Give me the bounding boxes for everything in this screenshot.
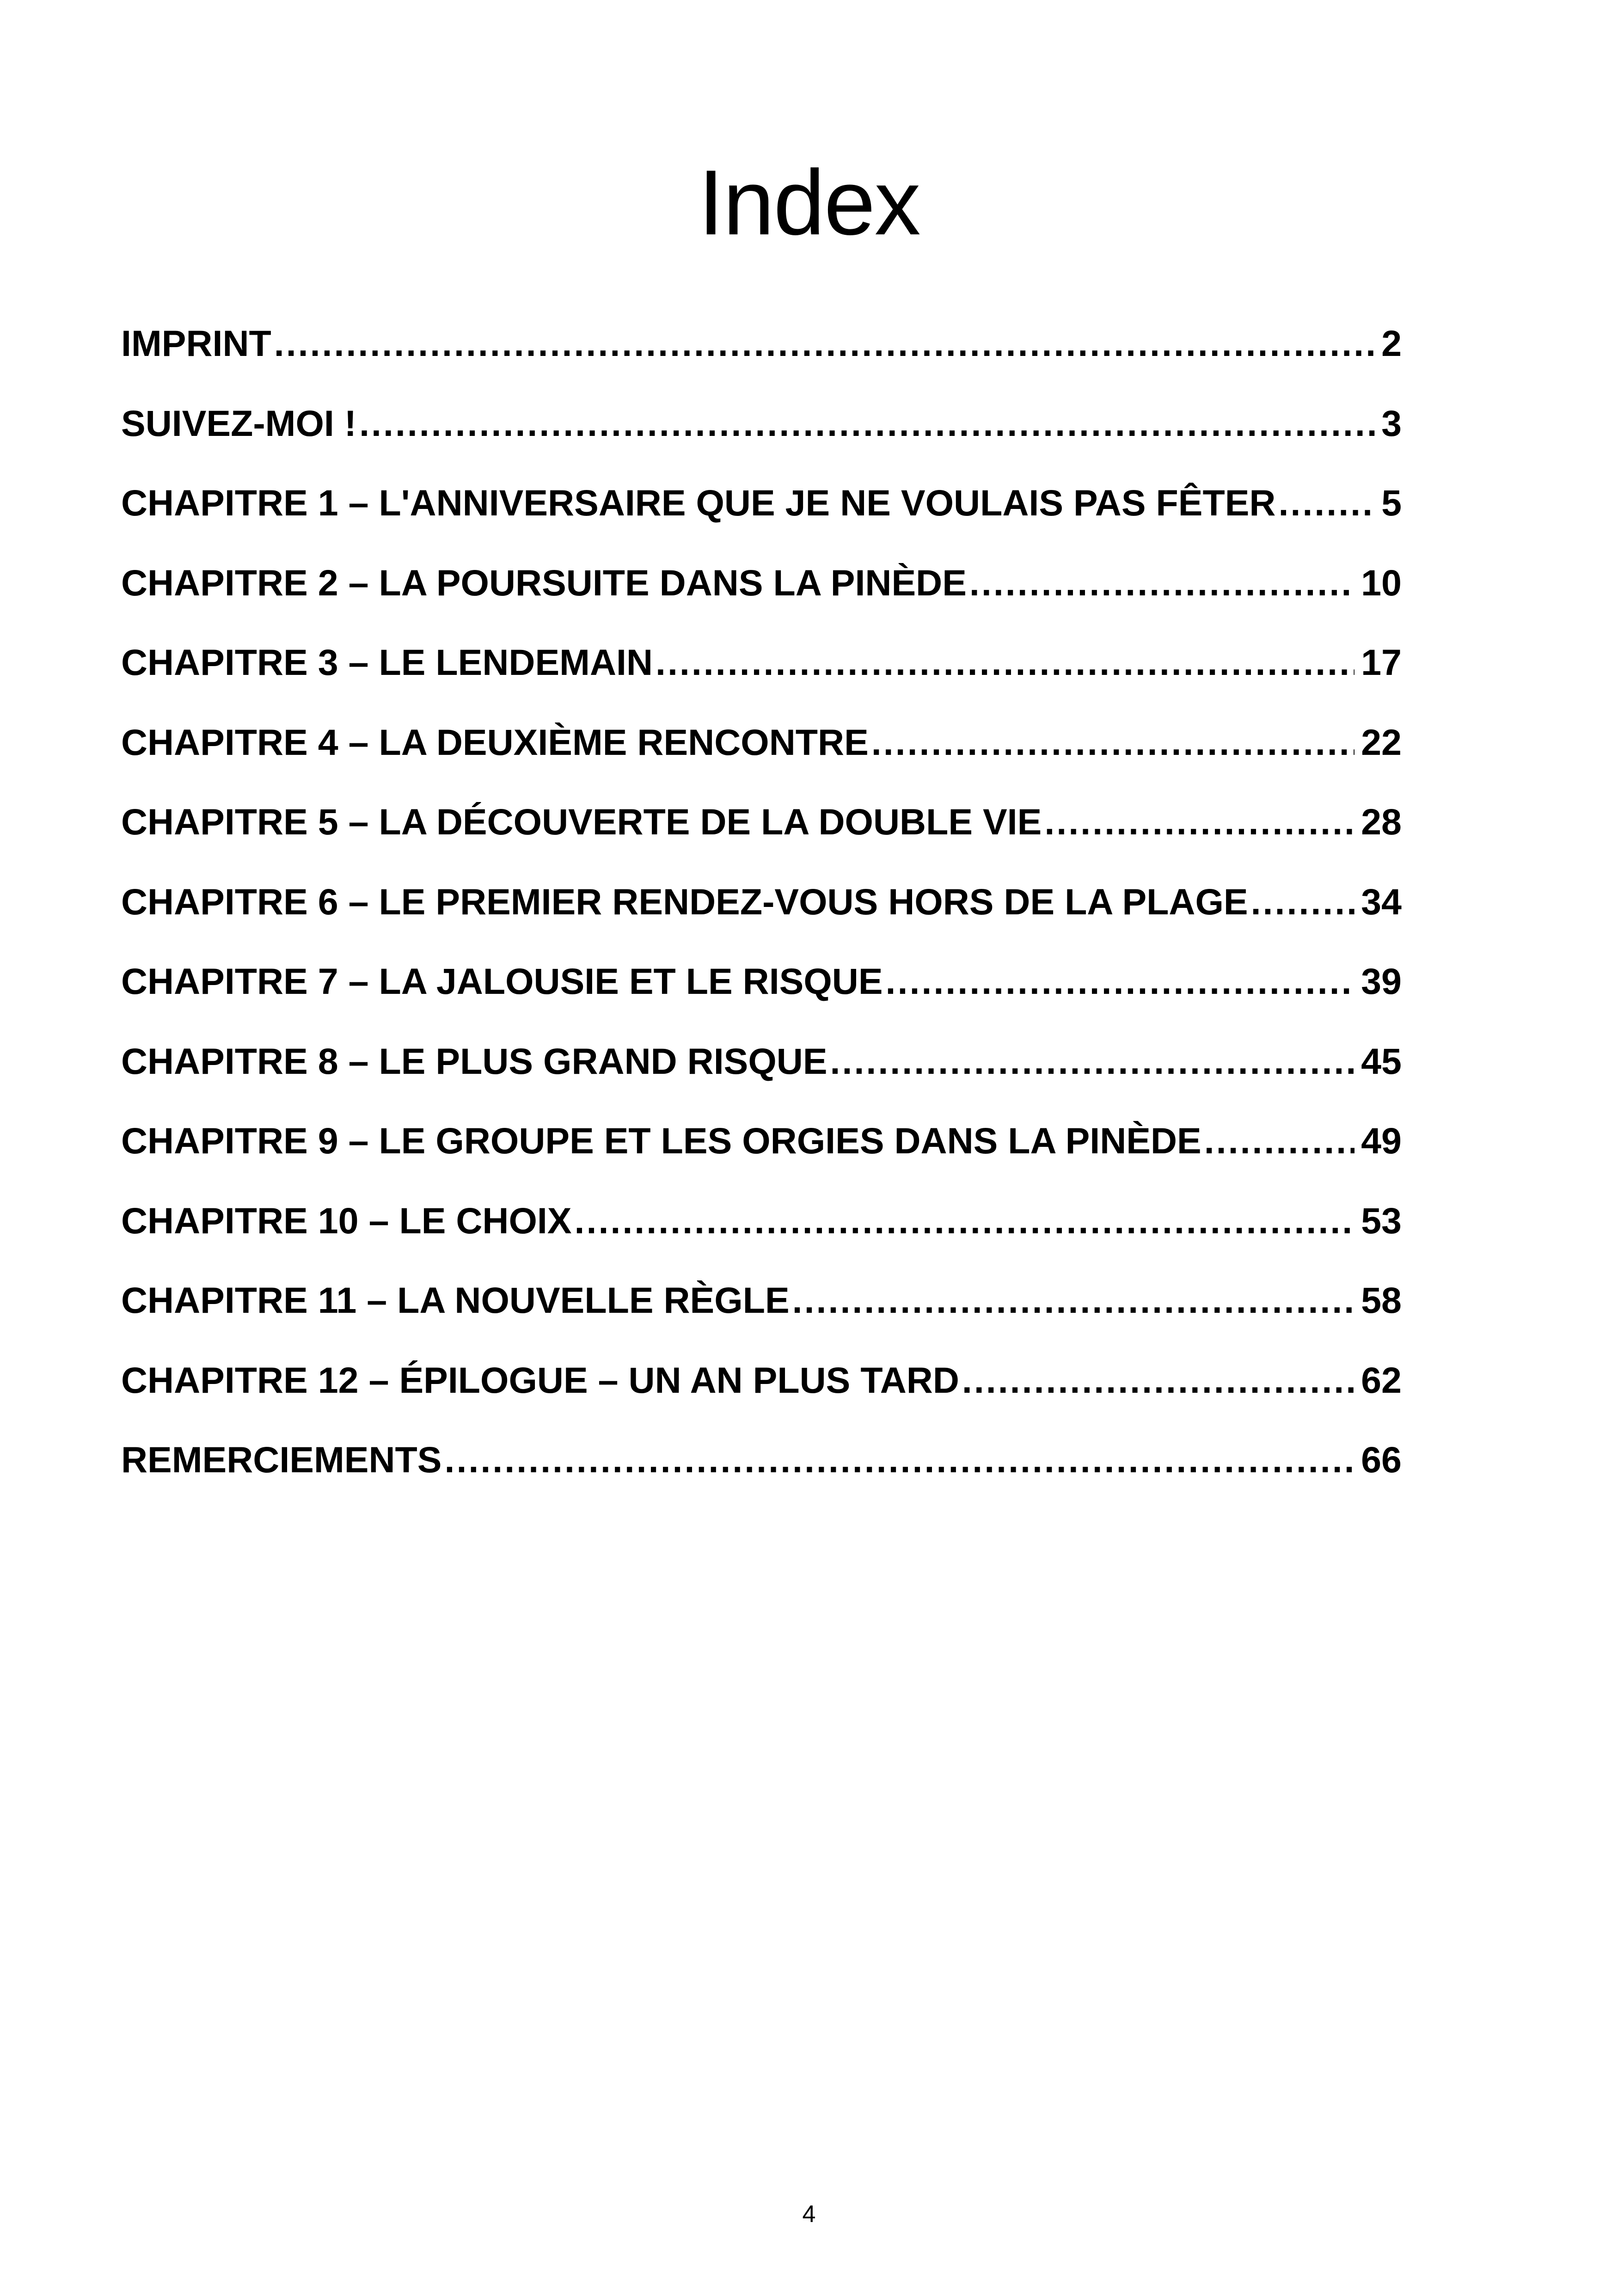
toc-entry-page: 34 (1361, 881, 1402, 922)
dot-leader (969, 548, 1354, 618)
dot-leader (1278, 468, 1375, 538)
toc-entry-chapitre-3[interactable] (121, 628, 1402, 708)
toc-entry-chapitre-12[interactable] (121, 1346, 1402, 1426)
toc-entry-page: 45 (1361, 1040, 1402, 1082)
dot-leader (575, 1186, 1355, 1255)
toc-entry-imprint[interactable] (121, 309, 1402, 389)
toc-entry-page: 5 (1381, 482, 1402, 523)
toc-entry-label: CHAPITRE 2 – LA POURSUITE DANS LA PINÈDE (121, 562, 967, 603)
toc-entry-chapitre-2[interactable] (121, 548, 1402, 628)
dot-leader (1044, 787, 1354, 857)
toc-entry-chapitre-9[interactable] (121, 1106, 1402, 1186)
dot-leader (274, 309, 1375, 378)
toc-entry-suivez-moi[interactable] (121, 389, 1402, 469)
dot-leader (359, 389, 1375, 458)
toc-entry-label: CHAPITRE 7 – LA JALOUSIE ET LE RISQUE (121, 961, 883, 1002)
dot-leader (871, 708, 1354, 777)
dot-leader (792, 1266, 1354, 1335)
page-number: 4 (802, 2201, 816, 2228)
dot-leader (656, 628, 1354, 697)
dot-leader (1204, 1106, 1354, 1176)
toc-entry-label: CHAPITRE 8 – LE PLUS GRAND RISQUE (121, 1040, 827, 1082)
dot-leader (886, 947, 1355, 1016)
toc-entry-remerciements[interactable] (121, 1425, 1402, 1505)
toc-entry-label: CHAPITRE 10 – LE CHOIX (121, 1200, 572, 1241)
page-title: Index (698, 151, 920, 254)
toc-entry-label: CHAPITRE 3 – LE LENDEMAIN (121, 642, 653, 683)
toc-entry-page: 28 (1361, 801, 1402, 842)
toc-entry-label: CHAPITRE 9 – LE GROUPE ET LES ORGIES DANS LA PINÈDE (121, 1120, 1201, 1161)
toc-entry-page: 10 (1361, 562, 1402, 603)
toc-entry-label: CHAPITRE 11 – LA NOUVELLE RÈGLE (121, 1280, 790, 1321)
toc-entry-chapitre-6[interactable] (121, 867, 1402, 947)
toc-entry-page: 66 (1361, 1439, 1402, 1480)
dot-leader (830, 1027, 1355, 1096)
toc-entry-label: CHAPITRE 1 – L'ANNIVERSAIRE QUE JE NE VOULAIS PAS FÊTER (121, 482, 1276, 523)
toc-entry-page: 49 (1361, 1120, 1402, 1161)
toc-entry-chapitre-4[interactable] (121, 708, 1402, 788)
toc-entry-label: CHAPITRE 12 – ÉPILOGUE – UN AN PLUS TARD (121, 1359, 959, 1401)
toc-entry-label: CHAPITRE 5 – LA DÉCOUVERTE DE LA DOUBLE VIE (121, 801, 1042, 842)
toc-entry-chapitre-8[interactable] (121, 1027, 1402, 1107)
toc-entry-chapitre-10[interactable] (121, 1186, 1402, 1266)
toc-entry-chapitre-7[interactable] (121, 947, 1402, 1027)
toc-entry-page: 22 (1361, 721, 1402, 763)
toc-entry-label: CHAPITRE 4 – LA DEUXIÈME RENCONTRE (121, 721, 869, 763)
toc-entry-page: 58 (1361, 1280, 1402, 1321)
toc-entry-page: 3 (1381, 402, 1402, 444)
toc-entry-chapitre-5[interactable] (121, 787, 1402, 867)
dot-leader (445, 1425, 1355, 1494)
toc-entry-label: CHAPITRE 6 – LE PREMIER RENDEZ-VOUS HORS DE LA PLAGE (121, 881, 1248, 922)
toc-entry-chapitre-11[interactable] (121, 1266, 1402, 1346)
toc-entry-page: 62 (1361, 1359, 1402, 1401)
toc-entry-page: 17 (1361, 642, 1402, 683)
dot-leader (962, 1346, 1354, 1415)
dot-leader (1251, 867, 1355, 937)
toc-entry-chapitre-1[interactable] (121, 468, 1402, 548)
toc-entry-page: 39 (1361, 961, 1402, 1002)
toc-entry-page: 2 (1381, 323, 1402, 364)
toc-entry-label: SUIVEZ-MOI ! (121, 402, 357, 444)
table-of-contents (121, 309, 1402, 1505)
toc-entry-page: 53 (1361, 1200, 1402, 1241)
toc-entry-label: IMPRINT (121, 323, 271, 364)
toc-entry-label: REMERCIEMENTS (121, 1439, 442, 1480)
